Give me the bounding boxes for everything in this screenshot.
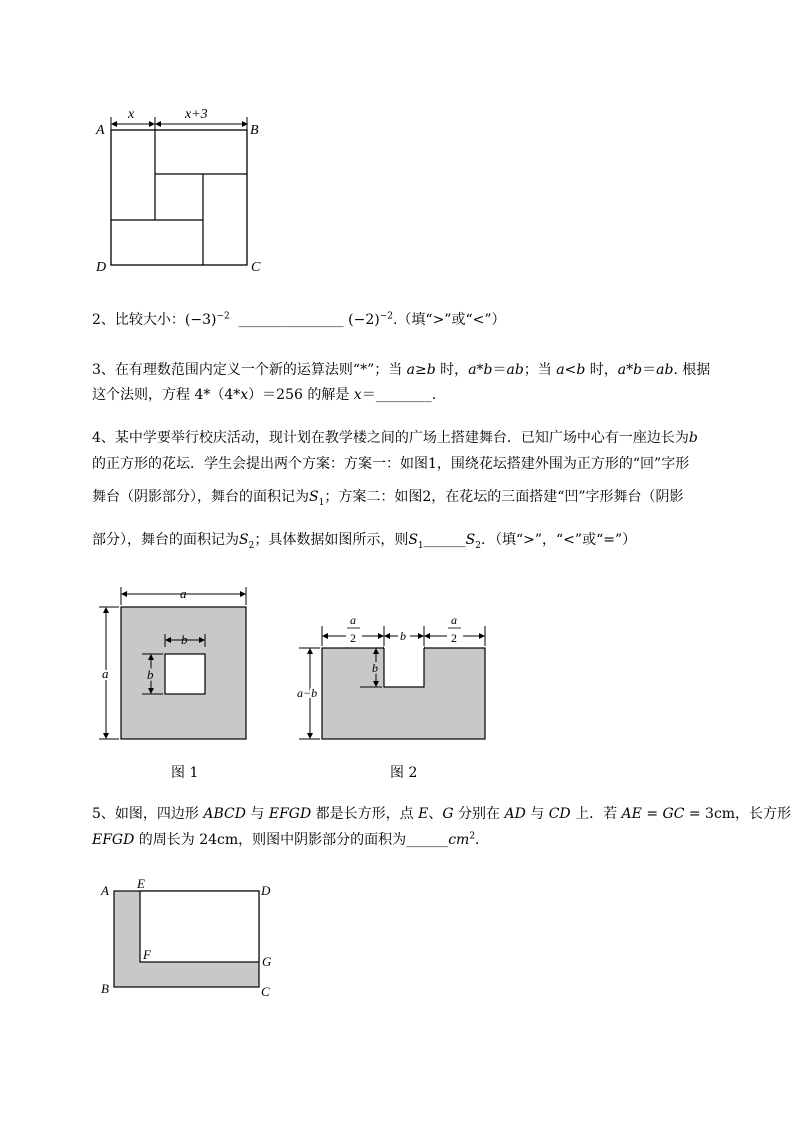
label-a-minus-b: a−b bbox=[297, 686, 318, 700]
figure-plan-1 bbox=[95, 585, 255, 745]
label-a-left: a bbox=[102, 666, 109, 681]
vertex-C: C bbox=[251, 260, 261, 275]
vertex-C-5: C bbox=[261, 984, 270, 999]
label-b-top-1: b bbox=[181, 632, 188, 647]
vertex-A-5: A bbox=[101, 883, 109, 898]
caption-fig-1: 图 1 bbox=[171, 765, 199, 781]
question-3-line-2: 这个法则，方程 4*（4*x）＝256 的解是 x＝________. bbox=[92, 387, 437, 403]
figure-plan-2 bbox=[296, 612, 496, 742]
figure-square-rectangles bbox=[90, 100, 270, 280]
question-3-line-1: 3、在有理数范围内定义一个新的运算法则“*”；当 a≥b 时，a*b＝ab；当 a<b 时，a*b＝ab. 根据 bbox=[92, 362, 711, 378]
question-4-line-3: 舞台（阴影部分），舞台的面积记为$S_1$；方案二：如图2，在花坛的三面搭建“凹”字形舞台（阴影 bbox=[92, 489, 684, 508]
flowerbed-1 bbox=[165, 654, 205, 694]
vertex-D: D bbox=[96, 260, 107, 275]
answer-blank-q2[interactable]: _______________ bbox=[238, 312, 344, 328]
label-b-left-1: b bbox=[147, 667, 154, 682]
vertex-D-5: D bbox=[261, 883, 271, 898]
vertex-B: B bbox=[250, 123, 259, 138]
question-4-line-1: 4、某中学要举行校庆活动，现计划在教学楼之间的广场上搭建舞台．已知广场中心有一座边长为b bbox=[92, 430, 698, 446]
vertex-F: F bbox=[143, 947, 151, 962]
question-4-line-2: 的正方形的花坛．学生会提出两个方案：方案一：如图1，围绕花坛搭建外围为正方形的“回”字形 bbox=[92, 456, 690, 472]
question-5-line-1: 5、如图，四边形 ABCD 与 EFGD 都是长方形，点 E、G 分别在 AD 与 CD 上．若 AE = GC = 3cm，长方形 bbox=[92, 806, 792, 822]
question-5-line-2: EFGD 的周长为 24cm，则图中阴影部分的面积为$\_\_\_\_\_\_cm^2$． bbox=[92, 831, 490, 848]
label-x: x bbox=[128, 107, 135, 122]
answer-blank-q3[interactable]: ＝________. bbox=[361, 387, 437, 403]
question-2: 2、比较大小：$(-3)^{-2}$ _______________ $(-2)^{-2}$.（填“>”或“<”） bbox=[92, 311, 506, 328]
rectangle-EFGD bbox=[140, 891, 259, 962]
label-b-top-2: b bbox=[400, 629, 406, 643]
label-a-top: a bbox=[180, 586, 187, 601]
svg-text:2: 2 bbox=[350, 631, 356, 645]
label-a-half-left: a bbox=[350, 613, 356, 627]
answer-blank-q5[interactable]: 的周长为 24cm，则图中阴影部分的面积为______ bbox=[134, 832, 449, 848]
vertex-G: G bbox=[262, 954, 272, 969]
vertex-B-5: B bbox=[101, 981, 109, 996]
question-4-line-4: 部分），舞台的面积记为$S_2$；具体数据如图所示，则$S_1\_\_\_\_\_\_S_2$．（填“>”，“<”或“=”） bbox=[92, 532, 637, 551]
label-a-half-right: a bbox=[451, 613, 457, 627]
vertex-A: A bbox=[96, 123, 105, 138]
label-x3: x+3 bbox=[185, 107, 208, 122]
label-b-left-2: b bbox=[372, 661, 378, 675]
svg-text:2: 2 bbox=[451, 631, 457, 645]
flowerbed-2 bbox=[384, 647, 424, 687]
figure-rectangles-abcd-efgd bbox=[95, 875, 285, 1005]
caption-fig-2: 图 2 bbox=[390, 765, 418, 781]
vertex-E: E bbox=[137, 876, 145, 891]
answer-blank-q4[interactable]: ______ bbox=[423, 532, 466, 548]
